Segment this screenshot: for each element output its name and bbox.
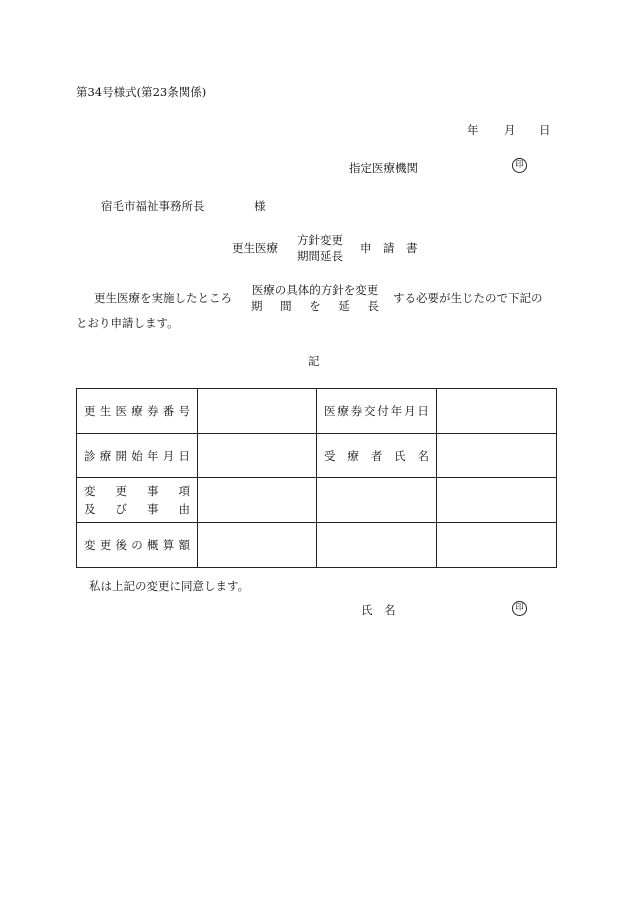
estimated-cost-field-1[interactable] [198,523,317,568]
ticket-number-field[interactable] [198,389,317,434]
table-row [77,434,557,478]
change-details-field-1[interactable] [198,478,317,523]
institution-label: 指定医療機関 [349,161,418,175]
date-day: 日 [539,123,551,137]
title-prefix: 更生医療 [232,241,278,255]
name-label: 氏 名 [361,603,396,617]
treatment-start-date-field[interactable] [198,434,317,478]
body-tail: する必要が生じたので下記の [393,291,543,305]
seal-mark-institution: 印 [512,158,527,173]
title-suffix: 申 請 書 [360,241,418,255]
body-choice-policy: 医療の具体的方針を変更 [251,283,379,297]
date-month: 月 [504,123,516,137]
table-row [77,523,557,568]
table-row [77,478,557,523]
estimated-cost-field-3[interactable] [437,523,557,568]
consent-statement: 私は上記の変更に同意します。 [89,579,250,593]
note-heading: 記 [308,354,320,368]
date-year: 年 [467,123,479,137]
treatment-start-date-label: 診 療 開 始 年 月 日 [77,434,198,478]
seal-mark-signature: 印 [512,601,527,616]
estimated-cost-field-2[interactable] [317,523,437,568]
body-choices [247,282,383,314]
ticket-issue-date-field[interactable] [437,389,557,434]
change-details-label: 変 更 事 項 及 び 事 由 [77,478,198,523]
body-line-2: とおり申請します。 [76,316,179,330]
patient-name-label: 受 療 者 氏 名 [317,434,437,478]
body-choice-period: 期 間 を 延 長 [251,299,379,313]
form-number: 第34号様式(第23条関係) [76,85,207,99]
ticket-number-label: 更 生 医 療 券 番 号 [77,389,198,434]
title-option-policy-change: 方針変更 [297,233,343,247]
ticket-issue-date-label: 医 療 券 交 付 年 月 日 [317,389,437,434]
estimated-cost-label: 変 更 後 の 概 算 額 [77,523,198,568]
change-details-field-2[interactable] [317,478,437,523]
change-details-field-3[interactable] [437,478,557,523]
addressee-honorific: 様 [254,199,266,213]
application-table [76,388,557,568]
title-option-period-extension: 期間延長 [297,249,343,263]
table-row [77,389,557,434]
patient-name-field[interactable] [437,434,557,478]
title-options [293,232,347,264]
addressee-name: 宿毛市福祉事務所長 [101,199,205,213]
body-lead: 更生医療を実施したところ [94,291,232,305]
